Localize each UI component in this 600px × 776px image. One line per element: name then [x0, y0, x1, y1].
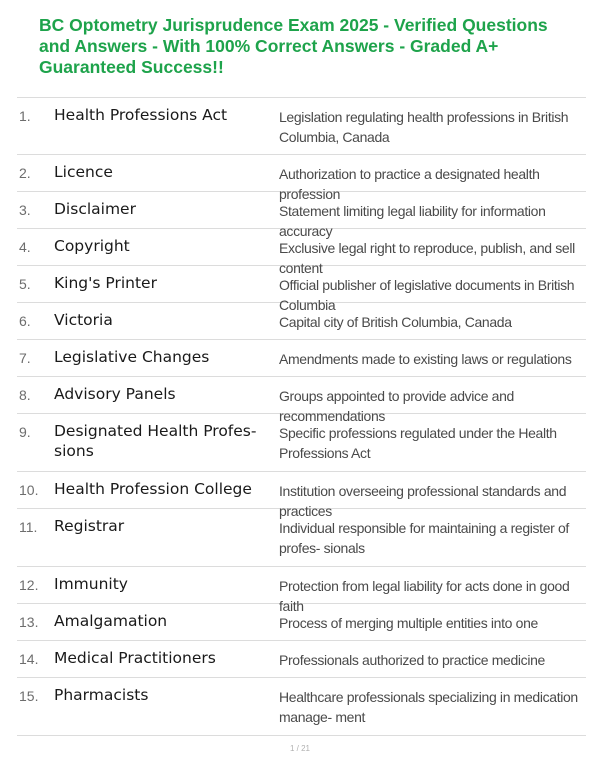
table-row — [17, 567, 586, 614]
item-term: Copyright — [54, 237, 130, 255]
item-number: 3. — [19, 202, 31, 218]
table-row — [17, 97, 586, 155]
item-definition: Individual responsible for maintaining a register of profes- sionals — [279, 520, 569, 556]
item-number: 14. — [19, 651, 39, 667]
item-number: 11. — [19, 519, 38, 535]
item-number: 15. — [19, 688, 39, 704]
item-definition: Process of merging multiple entities into one — [279, 615, 538, 631]
item-number: 8. — [19, 387, 31, 403]
item-term: Victoria — [54, 311, 113, 329]
item-number: 1. — [19, 108, 31, 124]
item-term: Medical Practitioners — [54, 649, 216, 667]
item-term: Amalgamation — [54, 612, 168, 630]
item-term: Licence — [54, 163, 113, 181]
table-row — [17, 266, 586, 313]
table-row — [17, 303, 586, 340]
table-row — [17, 641, 586, 678]
item-number: 12. — [19, 577, 39, 593]
item-definition: Legislation regulating health professions in British Columbia, Canada — [279, 109, 569, 145]
item-definition: Protection from legal liability for acts done in good faith — [279, 578, 570, 614]
item-definition: Professionals authorized to practice medicine — [279, 652, 545, 668]
item-term: Legislative Changes — [54, 348, 210, 366]
page-title: BC Optometry Jurisprudence Exam 2025 - Verified Questions and Answers - With 100% Correct Answers - Graded A+ Guaranteed Success!! — [39, 15, 548, 77]
item-term: King's Printer — [54, 274, 157, 292]
table-row — [17, 509, 586, 567]
item-number: 4. — [19, 239, 31, 255]
table-row — [17, 377, 586, 424]
item-definition: Institution overseeing professional standards and practices — [279, 483, 567, 519]
item-term: Immunity — [54, 575, 128, 593]
item-number: 5. — [19, 276, 31, 292]
item-number: 9. — [19, 424, 31, 440]
item-term: Designated Health Profes- sions — [54, 422, 257, 460]
item-number: 2. — [19, 165, 31, 181]
table-row — [17, 414, 586, 472]
table-row — [17, 472, 586, 519]
item-term: Pharmacists — [54, 686, 149, 704]
table-row — [17, 678, 586, 736]
item-definition: Exclusive legal right to reproduce, publish, and sell content — [279, 240, 575, 276]
item-definition: Authorization to practice a designated health profession — [279, 166, 540, 202]
item-term: Disclaimer — [54, 200, 136, 218]
item-definition: Official publisher of legislative documents in British Columbia — [279, 277, 575, 313]
item-definition: Amendments made to existing laws or regulations — [279, 351, 572, 367]
table-row — [17, 192, 586, 239]
item-number: 6. — [19, 313, 31, 329]
item-definition: Statement limiting legal liability for information accuracy — [279, 203, 546, 239]
table-row — [17, 229, 586, 276]
table-row — [17, 340, 586, 377]
terms-table — [17, 97, 586, 736]
item-number: 10. — [19, 482, 39, 498]
item-term: Advisory Panels — [54, 385, 176, 403]
item-term: Registrar — [54, 517, 125, 535]
page-number: 1 / 21 — [289, 744, 310, 753]
item-definition: Capital city of British Columbia, Canada — [279, 314, 512, 330]
item-definition: Groups appointed to provide advice and recommendations — [279, 388, 514, 424]
table-row — [17, 604, 586, 641]
item-term: Health Profession College — [54, 480, 252, 498]
item-number: 13. — [19, 614, 39, 630]
item-number: 7. — [19, 350, 31, 366]
item-definition: Specific professions regulated under the Health Professions Act — [279, 425, 557, 461]
item-term: Health Professions Act — [54, 106, 228, 124]
item-definition: Healthcare professionals specializing in medication manage- ment — [279, 689, 578, 725]
table-row — [17, 155, 586, 202]
